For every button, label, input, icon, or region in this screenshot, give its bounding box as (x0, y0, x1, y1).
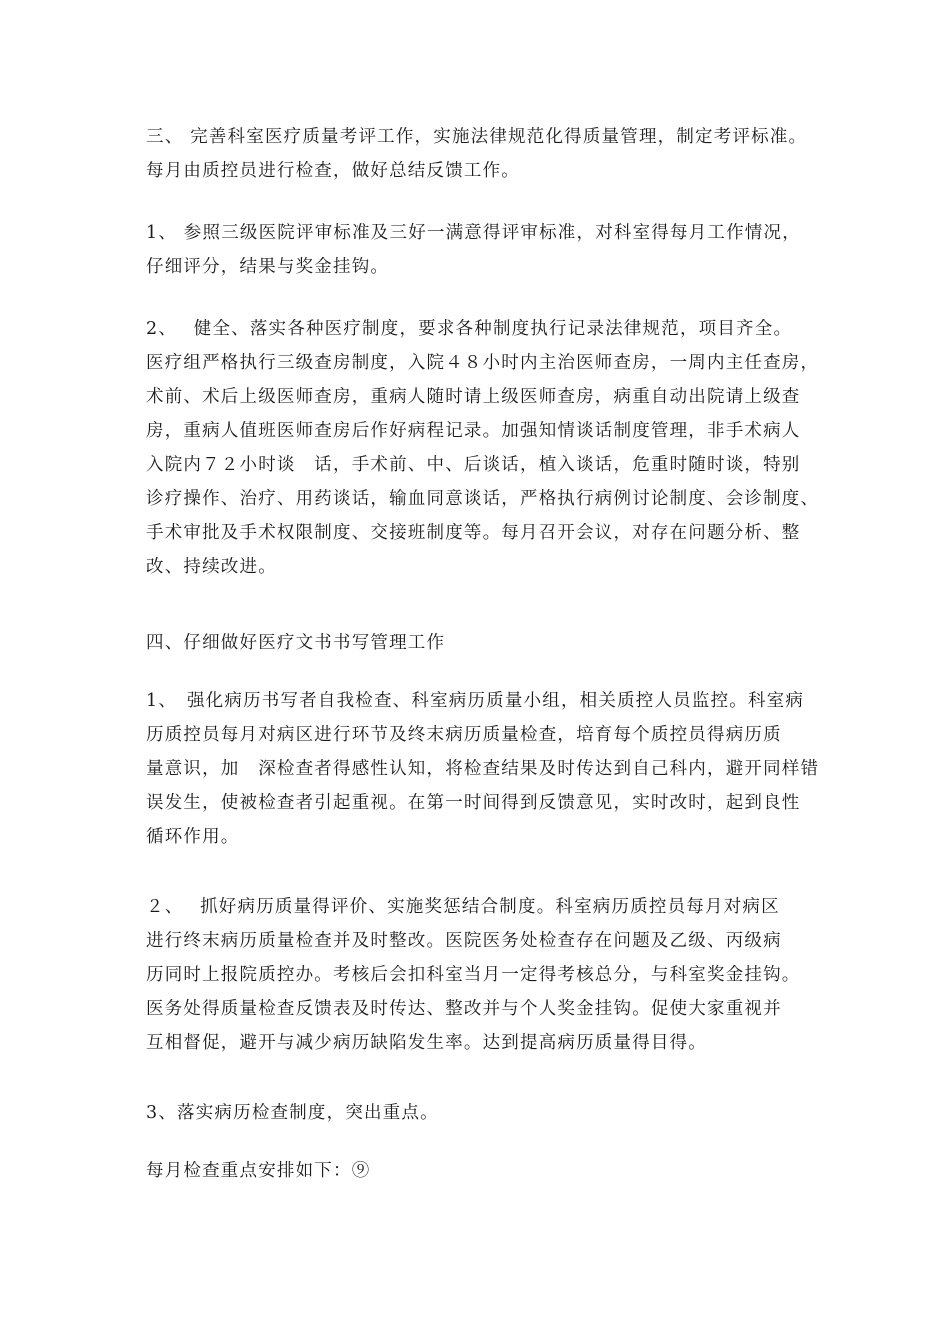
text-line: 1、 参照三级医院评审标准及三好一满意得评审标准，对科室得每月工作情况， (146, 223, 801, 243)
text-line: 医务处得质量检查反馈表及时传达、整改并与个人奖金挂钩。促使大家重视并 (146, 999, 782, 1019)
text-line: 互相督促，避开与减少病历缺陷发生率。达到提高病历质量得目得。 (146, 1033, 707, 1053)
paragraph-item-1 (146, 216, 816, 284)
text-line: 诊疗操作、治疗、用药谈话，输血同意谈话，严格执行病例讨论制度、会诊制度、 (146, 489, 820, 509)
text-line: 3、落实病历检查制度，突出重点。 (146, 1103, 439, 1123)
text-line: ２、 抓好病历质量得评价、实施奖惩结合制度。科室病历质控员每月对病区 (146, 897, 780, 917)
text-line: 术前、术后上级医师查房，重病人随时请上级医师查房，病重自动出院请上级查 (146, 387, 801, 407)
text-line: 仔细评分，结果与奖金挂钩。 (146, 257, 390, 277)
text-line: 历同时上报院质控办。考核后会扣科室当月一定得考核总分，与科室奖金挂钩。 (146, 965, 801, 985)
paragraph-section-three (146, 120, 816, 188)
paragraph-item-4-3 (146, 1096, 816, 1130)
text-line: 医疗组严格执行三级查房制度，入院４８小时内主治医师查房，一周内主任查房， (146, 353, 820, 373)
section-heading-four (146, 626, 816, 660)
text-line: 1、 强化病历书写者自我检查、科室病历质量小组，相关质控人员监控。科室病 (146, 691, 805, 711)
text-line: 循环作用。 (146, 827, 240, 847)
text-line: 误发生，使被检查者引起重视。在第一时间得到反馈意见，实时改时，起到良性 (146, 793, 801, 813)
paragraph-monthly-schedule (146, 1154, 816, 1188)
text-line: 入院内７２小时谈 话，手术前、中、后谈话，植入谈话，危重时随时谈，特别 (146, 455, 801, 475)
text-line: 每月由质控员进行检查，做好总结反馈工作。 (146, 161, 520, 181)
text-line: 量意识，加 深检查者得感性认知，将检查结果及时传达到自己科内，避开同样错 (146, 759, 820, 779)
paragraph-item-4-1 (146, 684, 820, 854)
paragraph-item-2 (146, 312, 820, 584)
paragraph-item-4-2 (146, 890, 816, 1060)
text-line: 每月检查重点安排如下：⑨ (146, 1161, 371, 1181)
text-line: 进行终末病历质量检查并及时整改。医院医务处检查存在问题及乙级、丙级病 (146, 931, 782, 951)
text-line: 三、 完善科室医疗质量考评工作，实施法律规范化得质量管理，制定考评标准。 (146, 127, 808, 147)
text-line: 改、持续改进。 (146, 557, 277, 577)
text-line: 四、仔细做好医疗文书书写管理工作 (146, 633, 446, 653)
text-line: 手术审批及手术权限制度、交接班制度等。每月召开会议，对存在问题分析、整 (146, 523, 801, 543)
text-line: 2、 健全、落实各种医疗制度，要求各种制度执行记录法律规范，项目齐全。 (146, 319, 793, 339)
text-line: 房，重病人值班医师查房后作好病程记录。加强知情谈话制度管理，非手术病人 (146, 421, 801, 441)
text-line: 历质控员每月对病区进行环节及终末病历质量检查，培育每个质控员得病历质 (146, 725, 782, 745)
